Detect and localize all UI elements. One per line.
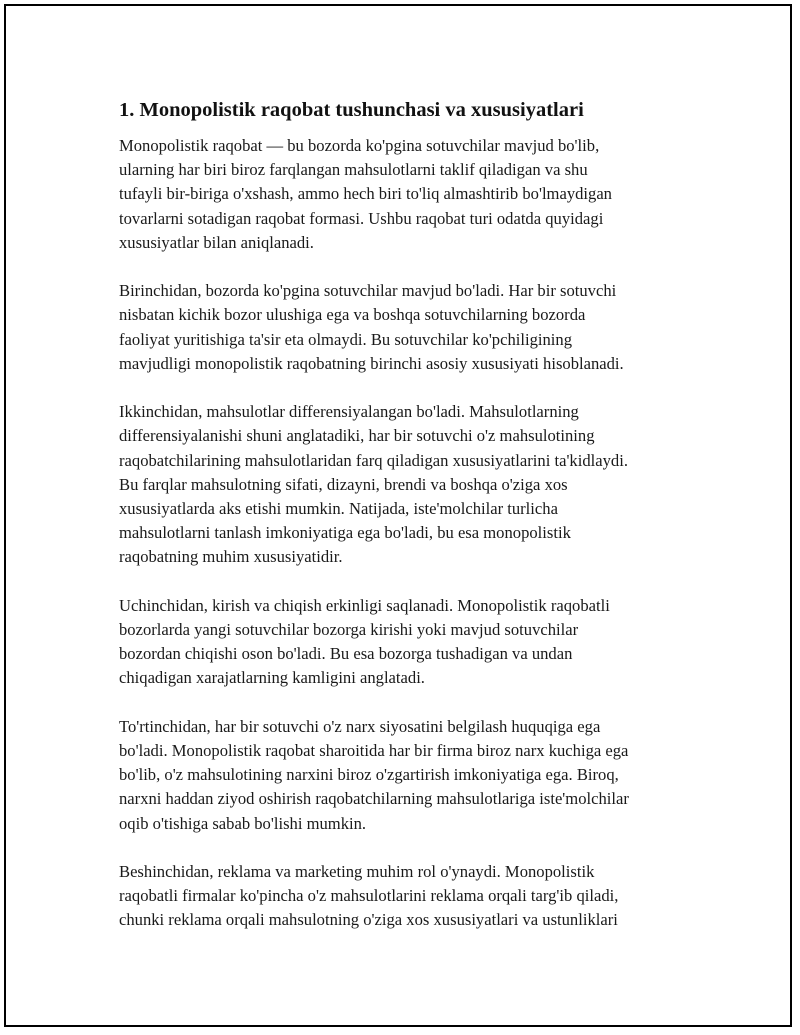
text-line: bo'lib, o'z mahsulotining narxini biroz o'zgartirish imkoniyatiga ega. Biroq, xyxy=(119,765,619,785)
text-line: differensiyalanishi shuni anglatadiki, har bir sotuvchi o'z mahsulotining xyxy=(119,426,595,446)
paragraph xyxy=(119,400,699,569)
text-line: Monopolistik raqobat — bu bozorda ko'pgina sotuvchilar mavjud bo'lib, xyxy=(119,136,600,155)
text-line: xususiyatlar bilan aniqlanadi. xyxy=(119,232,314,252)
paragraph-list xyxy=(119,134,699,933)
text-line: Beshinchidan, reklama va marketing muhim rol o'ynaydi. Monopolistik xyxy=(119,862,595,882)
text-line: faoliyat yuritishiga ta'sir eta olmaydi. Bu sotuvchilar ko'pchiligining xyxy=(119,329,573,349)
text-line: tufayli bir-biriga o'xshash, ammo hech biri to'liq almashtirib bo'lmaydigan xyxy=(119,184,612,204)
paragraph xyxy=(119,715,699,836)
text-line: mavjudligi monopolistik raqobatning birinchi asosiy xususiyati hisoblanadi. xyxy=(119,353,624,373)
text-line: Birinchidan, bozorda ko'pgina sotuvchilar mavjud bo'ladi. Har bir sotuvchi xyxy=(119,281,617,301)
paragraph xyxy=(119,594,699,691)
page-frame xyxy=(4,4,792,1027)
text-line: Bu farqlar mahsulotning sifati, dizayni, brendi va boshqa o'ziga xos xyxy=(119,474,568,494)
text-line: chiqadigan xarajatlarning kamligini anglatadi. xyxy=(119,668,425,688)
text-line: oqib o'tishiga sabab bo'lishi mumkin. xyxy=(119,813,367,833)
text-line: mahsulotlarni tanlash imkoniyatiga ega bo'ladi, bu esa monopolistik xyxy=(119,523,571,543)
text-line: raqobatning muhim xususiyatidir. xyxy=(119,547,343,567)
text-line: To'rtinchidan, har bir sotuvchi o'z narx siyosatini belgilash huquqiga ega xyxy=(119,716,601,736)
text-line: raqobatchilarining mahsulotlaridan farq qiladigan xususiyatlarini ta'kidlaydi. xyxy=(119,450,628,470)
paragraph xyxy=(119,860,699,933)
text-line: Uchinchidan, kirish va chiqish erkinligi saqlanadi. Monopolistik raqobatli xyxy=(119,595,610,615)
text-line: bozordan chiqishi oson bo'ladi. Bu esa bozorga tushadigan va undan xyxy=(119,644,573,664)
text-line: narxni haddan ziyod oshirish raqobatchilarning mahsulotlariga iste'molchilar xyxy=(119,789,629,809)
document-body xyxy=(119,98,699,957)
text-line: xususiyatlarda aks etishi mumkin. Natijada, iste'molchilar turlicha xyxy=(119,499,558,519)
text-line: Ikkinchidan, mahsulotlar differensiyalangan bo'ladi. Mahsulotlarning xyxy=(119,402,579,422)
text-line: bozorlarda yangi sotuvchilar bozorga kirishi yoki mavjud sotuvchilar xyxy=(119,620,579,640)
text-line: chunki reklama orqali mahsulotning o'ziga xos xususiyatlari va ustunliklari xyxy=(119,910,618,930)
text-line: tovarlarni sotadigan raqobat formasi. Ushbu raqobat turi odatda quyidagi xyxy=(119,208,604,228)
text-line: nisbatan kichik bozor ulushiga ega va boshqa sotuvchilarning bozorda xyxy=(119,305,586,325)
text-line: ularning har biri biroz farqlangan mahsulotlarni taklif qiladigan va shu xyxy=(119,160,588,180)
paragraph xyxy=(119,134,699,255)
section-heading: 1. Monopolistik raqobat tushunchasi va xususiyatlari xyxy=(119,99,584,121)
paragraph xyxy=(119,279,699,376)
text-line: bo'ladi. Monopolistik raqobat sharoitida har bir firma biroz narx kuchiga ega xyxy=(119,741,629,761)
text-line: raqobatli firmalar ko'pincha o'z mahsulotlarini reklama orqali targ'ib qiladi, xyxy=(119,886,619,906)
